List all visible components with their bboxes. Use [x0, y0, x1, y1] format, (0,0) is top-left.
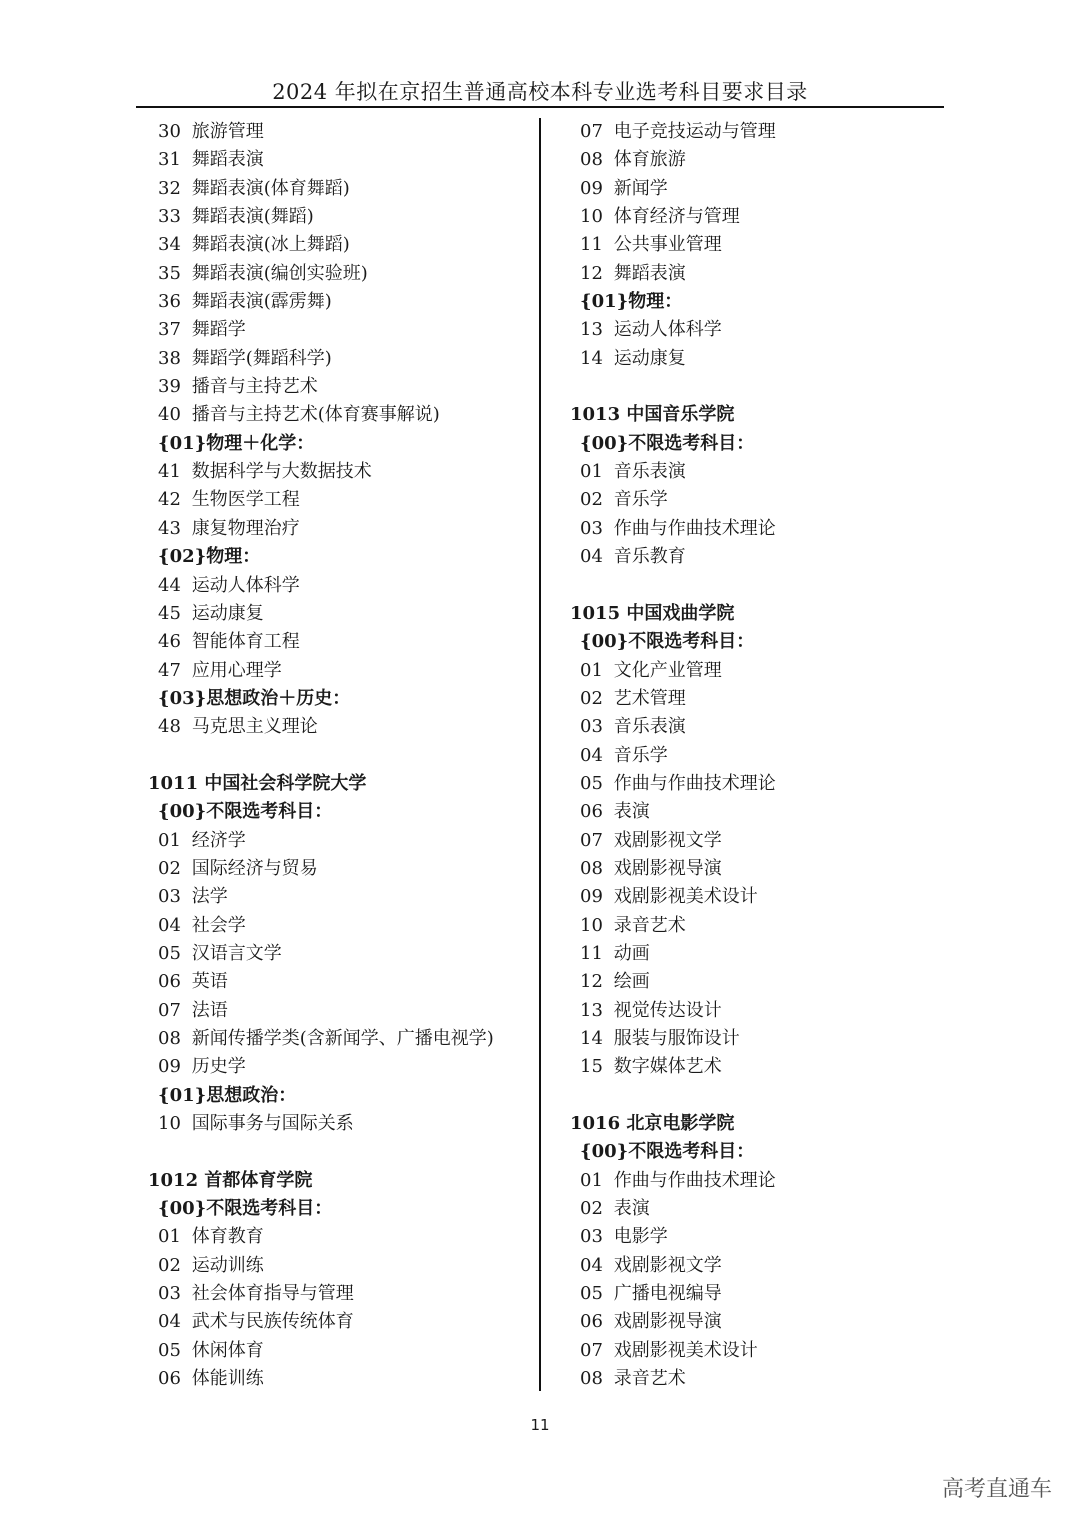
- major-entry: [570, 940, 950, 968]
- major-code: 03: [580, 517, 603, 539]
- major-code: 38: [158, 347, 181, 369]
- major-code: 36: [158, 291, 181, 313]
- major-entry: [148, 231, 533, 259]
- major-code: 03: [580, 716, 603, 738]
- major-name: 戏剧影视导演: [613, 1311, 722, 1333]
- major-entry: [570, 1223, 950, 1251]
- major-entry: [570, 146, 950, 174]
- major-code: 06: [158, 1368, 181, 1390]
- major-entry: [148, 572, 533, 600]
- spacer: [570, 572, 950, 600]
- major-code: 37: [158, 319, 181, 341]
- watermark: 高考直通车: [941, 1477, 1052, 1502]
- major-code: 07: [580, 829, 603, 851]
- major-name: 音乐学: [613, 744, 668, 766]
- subject-requirement-heading: {01}思想政治：: [158, 1084, 297, 1106]
- major-name: 经济学: [191, 829, 246, 851]
- major-entry: [148, 883, 533, 911]
- major-code: 34: [158, 234, 181, 256]
- subject-requirement-heading: {00}不限选考科目：: [580, 631, 755, 653]
- spacer: [570, 373, 950, 401]
- major-name: 应用心理学: [191, 659, 282, 681]
- major-name: 运动人体科学: [191, 574, 300, 596]
- major-entry: [570, 1337, 950, 1365]
- major-code: 08: [580, 857, 603, 879]
- major-code: 04: [158, 1311, 181, 1333]
- major-entry: [148, 713, 533, 741]
- major-name: 动画: [613, 942, 650, 964]
- major-name: 体能训练: [191, 1368, 264, 1390]
- major-entry: [570, 316, 950, 344]
- major-entry: [148, 1308, 533, 1336]
- school-heading: 1011 中国社会科学院大学: [148, 772, 367, 794]
- major-code: 01: [158, 1226, 181, 1248]
- school-heading: 1012 首都体育学院: [148, 1169, 313, 1191]
- left-column: [148, 118, 533, 1393]
- major-code: 35: [158, 262, 181, 284]
- major-code: 07: [580, 1339, 603, 1361]
- major-entry: [148, 486, 533, 514]
- major-name: 法语: [191, 999, 228, 1021]
- subject-requirement-heading: {03}思想政治＋历史：: [158, 687, 351, 709]
- major-code: 04: [580, 546, 603, 568]
- subject-requirement-heading: {00}不限选考科目：: [158, 801, 333, 823]
- major-code: 06: [580, 1311, 603, 1333]
- major-code: 01: [158, 829, 181, 851]
- major-entry: [148, 288, 533, 316]
- major-code: 08: [580, 1368, 603, 1390]
- major-entry: [570, 685, 950, 713]
- major-entry: [570, 770, 950, 798]
- major-entry: [570, 203, 950, 231]
- major-code: 15: [580, 1056, 603, 1078]
- major-entry: [570, 231, 950, 259]
- major-entry: [148, 628, 533, 656]
- major-name: 旅游管理: [191, 121, 264, 142]
- major-code: 47: [158, 659, 181, 681]
- major-code: 02: [580, 1198, 603, 1220]
- major-name: 生物医学工程: [191, 489, 300, 511]
- major-name: 戏剧影视美术设计: [613, 886, 758, 908]
- major-entry: [148, 1365, 533, 1393]
- major-name: 公共事业管理: [613, 234, 722, 256]
- major-entry: [148, 345, 533, 373]
- major-code: 42: [158, 489, 181, 511]
- school-heading: 1016 北京电影学院: [570, 1113, 735, 1135]
- major-name: 播音与主持艺术: [191, 376, 318, 398]
- major-code: 07: [580, 121, 603, 142]
- major-name: 表演: [613, 1198, 650, 1220]
- major-entry: [570, 968, 950, 996]
- major-entry: [148, 1280, 533, 1308]
- major-name: 休闲体育: [191, 1339, 264, 1361]
- spacer: [570, 1082, 950, 1110]
- major-code: 02: [580, 489, 603, 511]
- major-name: 体育旅游: [613, 149, 686, 171]
- major-entry: [570, 458, 950, 486]
- major-entry: [148, 175, 533, 203]
- major-entry: [148, 1223, 533, 1251]
- major-code: 05: [158, 942, 181, 964]
- major-code: 08: [158, 1028, 181, 1049]
- major-code: 40: [158, 404, 181, 426]
- major-entry: [570, 1167, 950, 1195]
- major-entry: [570, 118, 950, 146]
- major-code: 11: [580, 234, 603, 256]
- major-entry: [570, 855, 950, 883]
- major-entry: [570, 883, 950, 911]
- major-entry: [570, 260, 950, 288]
- major-name: 武术与民族传统体育: [191, 1311, 354, 1333]
- major-code: 41: [158, 461, 181, 483]
- major-name: 法学: [191, 886, 228, 908]
- major-code: 14: [580, 347, 603, 369]
- major-name: 服装与服饰设计: [613, 1028, 740, 1049]
- major-name: 汉语言文学: [191, 942, 282, 964]
- column-divider: [539, 118, 541, 1391]
- subject-requirement-heading: {02}物理：: [158, 546, 261, 568]
- major-name: 运动训练: [191, 1254, 264, 1276]
- major-name: 新闻学: [613, 177, 668, 199]
- major-name: 表演: [613, 801, 650, 823]
- major-code: 48: [158, 716, 181, 738]
- major-code: 10: [580, 206, 603, 228]
- major-name: 智能体育工程: [191, 631, 300, 653]
- major-name: 舞蹈学(舞蹈科学): [191, 347, 332, 369]
- major-name: 舞蹈表演(舞蹈): [191, 206, 314, 228]
- major-name: 国际经济与贸易: [191, 857, 318, 879]
- major-code: 32: [158, 177, 181, 199]
- major-name: 电子竞技运动与管理: [613, 121, 776, 142]
- major-entry: [570, 713, 950, 741]
- major-entry: [148, 203, 533, 231]
- major-name: 音乐表演: [613, 461, 686, 483]
- page-header-title: 2024 年拟在京招生普通高校本科专业选考科目要求目录: [272, 80, 808, 104]
- major-code: 10: [580, 914, 603, 936]
- major-code: 05: [580, 1283, 603, 1305]
- major-code: 13: [580, 319, 603, 341]
- major-code: 08: [580, 149, 603, 171]
- major-entry: [570, 912, 950, 940]
- major-name: 作曲与作曲技术理论: [613, 1169, 776, 1191]
- major-name: 体育经济与管理: [613, 206, 740, 228]
- major-code: 05: [580, 772, 603, 794]
- major-code: 05: [158, 1339, 181, 1361]
- major-name: 数据科学与大数据技术: [191, 461, 372, 483]
- subject-requirement-heading: {00}不限选考科目：: [580, 432, 755, 454]
- major-entry: [148, 401, 533, 429]
- major-code: 11: [580, 942, 603, 964]
- major-name: 国际事务与国际关系: [191, 1113, 354, 1135]
- major-name: 社会学: [191, 914, 246, 936]
- major-entry: [148, 316, 533, 344]
- major-name: 舞蹈表演: [191, 149, 264, 171]
- major-entry: [570, 742, 950, 770]
- major-name: 戏剧影视文学: [613, 1254, 722, 1276]
- major-name: 英语: [191, 971, 228, 993]
- major-code: 14: [580, 1028, 603, 1049]
- major-name: 作曲与作曲技术理论: [613, 517, 776, 539]
- major-code: 09: [580, 177, 603, 199]
- major-entry: [148, 146, 533, 174]
- major-name: 视觉传达设计: [613, 999, 722, 1021]
- major-name: 社会体育指导与管理: [191, 1283, 354, 1305]
- major-code: 01: [580, 461, 603, 483]
- major-entry: [570, 345, 950, 373]
- major-entry: [148, 855, 533, 883]
- major-name: 运动人体科学: [613, 319, 722, 341]
- major-entry: [148, 1025, 533, 1053]
- major-entry: [570, 657, 950, 685]
- major-entry: [570, 1195, 950, 1223]
- page-number: 11: [530, 1416, 550, 1434]
- major-entry: [570, 798, 950, 826]
- major-name: 戏剧影视导演: [613, 857, 722, 879]
- major-name: 数字媒体艺术: [613, 1056, 722, 1078]
- major-name: 历史学: [191, 1056, 246, 1078]
- major-code: 02: [158, 1254, 181, 1276]
- major-code: 31: [158, 149, 181, 171]
- major-code: 01: [580, 659, 603, 681]
- major-entry: [148, 260, 533, 288]
- major-code: 33: [158, 206, 181, 228]
- major-code: 13: [580, 999, 603, 1021]
- major-code: 03: [158, 886, 181, 908]
- major-entry: [148, 912, 533, 940]
- major-entry: [148, 1337, 533, 1365]
- major-name: 艺术管理: [613, 687, 686, 709]
- major-entry: [148, 600, 533, 628]
- major-entry: [570, 1252, 950, 1280]
- major-code: 04: [580, 744, 603, 766]
- major-entry: [570, 175, 950, 203]
- major-name: 舞蹈学: [191, 319, 246, 341]
- school-heading: 1015 中国戏曲学院: [570, 602, 735, 624]
- major-name: 广播电视编导: [613, 1283, 722, 1305]
- major-code: 01: [580, 1169, 603, 1191]
- major-name: 文化产业管理: [613, 659, 722, 681]
- major-name: 播音与主持艺术(体育赛事解说): [191, 404, 440, 426]
- major-entry: [148, 118, 533, 146]
- right-column: [570, 118, 950, 1393]
- major-entry: [570, 1308, 950, 1336]
- major-entry: [570, 1025, 950, 1053]
- major-name: 舞蹈表演(冰上舞蹈): [191, 234, 350, 256]
- major-entry: [570, 543, 950, 571]
- major-code: 09: [158, 1056, 181, 1078]
- major-code: 03: [158, 1283, 181, 1305]
- major-name: 运动康复: [613, 347, 686, 369]
- spacer: [148, 1138, 533, 1166]
- major-name: 录音艺术: [613, 1368, 686, 1390]
- major-code: 07: [158, 999, 181, 1021]
- major-name: 体育教育: [191, 1226, 264, 1248]
- major-entry: [148, 657, 533, 685]
- major-name: 新闻传播学类(含新闻学、广播电视学): [191, 1028, 494, 1049]
- subject-requirement-heading: {01}物理＋化学：: [158, 432, 315, 454]
- major-code: 04: [158, 914, 181, 936]
- spacer: [148, 742, 533, 770]
- major-code: 02: [158, 857, 181, 879]
- major-name: 舞蹈表演(霹雳舞): [191, 291, 332, 313]
- major-code: 44: [158, 574, 181, 596]
- major-code: 06: [580, 801, 603, 823]
- subject-requirement-heading: {00}不限选考科目：: [580, 1141, 755, 1163]
- major-name: 康复物理治疗: [191, 517, 300, 539]
- major-code: 02: [580, 687, 603, 709]
- major-name: 音乐学: [613, 489, 668, 511]
- major-entry: [570, 827, 950, 855]
- major-entry: [570, 515, 950, 543]
- major-code: 30: [158, 121, 181, 142]
- major-entry: [570, 1280, 950, 1308]
- subject-requirement-heading: {00}不限选考科目：: [158, 1198, 333, 1220]
- major-code: 12: [580, 971, 603, 993]
- major-name: 马克思主义理论: [191, 716, 318, 738]
- header-rule: [136, 106, 944, 108]
- major-name: 作曲与作曲技术理论: [613, 772, 776, 794]
- major-name: 电影学: [613, 1226, 668, 1248]
- major-code: 45: [158, 602, 181, 624]
- major-name: 音乐教育: [613, 546, 686, 568]
- major-entry: [570, 997, 950, 1025]
- major-code: 03: [580, 1226, 603, 1248]
- major-name: 舞蹈表演(体育舞蹈): [191, 177, 350, 199]
- major-entry: [148, 1252, 533, 1280]
- major-code: 39: [158, 376, 181, 398]
- major-name: 音乐表演: [613, 716, 686, 738]
- major-entry: [148, 1053, 533, 1081]
- major-code: 43: [158, 517, 181, 539]
- major-name: 绘画: [613, 971, 650, 993]
- major-code: 04: [580, 1254, 603, 1276]
- major-entry: [570, 486, 950, 514]
- major-entry: [570, 1053, 950, 1081]
- major-code: 46: [158, 631, 181, 653]
- major-entry: [148, 968, 533, 996]
- major-entry: [570, 1365, 950, 1393]
- major-code: 09: [580, 886, 603, 908]
- major-entry: [148, 997, 533, 1025]
- major-name: 舞蹈表演: [613, 262, 686, 284]
- school-heading: 1013 中国音乐学院: [570, 404, 735, 426]
- major-name: 录音艺术: [613, 914, 686, 936]
- major-name: 戏剧影视文学: [613, 829, 722, 851]
- major-code: 10: [158, 1113, 181, 1135]
- major-entry: [148, 1110, 533, 1138]
- major-entry: [148, 515, 533, 543]
- major-name: 舞蹈表演(编创实验班): [191, 262, 368, 284]
- major-entry: [148, 827, 533, 855]
- major-entry: [148, 373, 533, 401]
- major-name: 运动康复: [191, 602, 264, 624]
- major-name: 戏剧影视美术设计: [613, 1339, 758, 1361]
- major-code: 06: [158, 971, 181, 993]
- major-code: 12: [580, 262, 603, 284]
- major-entry: [148, 458, 533, 486]
- major-entry: [148, 940, 533, 968]
- subject-requirement-heading: {01}物理：: [580, 291, 683, 313]
